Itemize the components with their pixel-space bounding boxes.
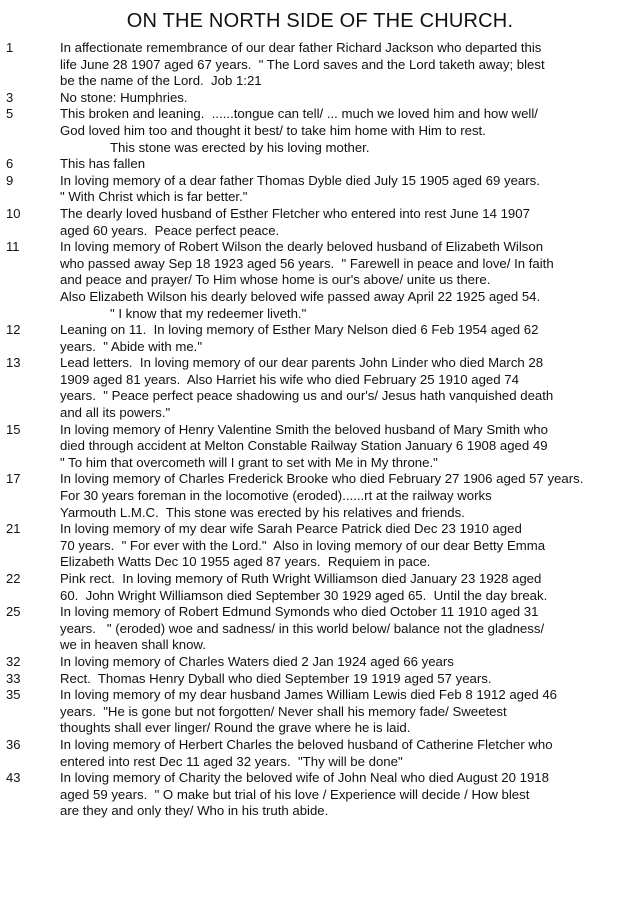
entry-line: Elizabeth Watts Dec 10 1955 aged 87 years. Requiem in pace.: [60, 554, 431, 570]
entry-number: 5: [6, 106, 14, 122]
entry-number: 10: [6, 205, 21, 221]
entry-text: [60, 654, 635, 671]
list-item: [0, 521, 640, 571]
entry-line: This broken and leaning. ......tongue can tell/ ... much we loved him and how well/: [60, 106, 538, 122]
entry-line: life June 28 1907 aged 67 years. " The Lord saves and the Lord taketh away; blest: [60, 56, 545, 72]
entry-line: Leaning on 11. In loving memory of Esther Mary Nelson died 6 Feb 1954 aged 62: [60, 322, 539, 338]
entry-number: 12: [6, 322, 21, 338]
entry-line: 60. John Wright Williamson died September 30 1929 aged 65. Until the day break.: [60, 587, 548, 603]
entry-line: " With Christ which is far better.": [60, 189, 248, 205]
entry-text: [60, 770, 635, 820]
list-item: [0, 737, 640, 770]
entry-line: be the name of the Lord. Job 1:21: [60, 73, 262, 89]
entry-line: " To him that overcometh will I grant to set with Me in My throne.": [60, 454, 438, 470]
entry-text: [60, 239, 635, 322]
entry-number: 3: [6, 89, 14, 105]
entry-line: Lead letters. In loving memory of our dear parents John Linder who died March 28: [60, 355, 544, 371]
entry-line: In loving memory of my dear husband James William Lewis died Feb 8 1912 aged 46: [60, 687, 557, 703]
entry-number: 22: [6, 571, 21, 586]
list-item: [0, 604, 640, 654]
entry-text: [60, 106, 635, 156]
entry-text: [60, 471, 635, 521]
entry-text: [60, 173, 635, 206]
entry-text: [60, 322, 635, 355]
entry-line: who passed away Sep 18 1923 aged 56 years. " Farewell in peace and love/ In faith: [60, 255, 554, 271]
entry-text: [60, 671, 635, 688]
list-item: [0, 90, 640, 107]
list-item: [0, 687, 640, 737]
entry-line: years. "He is gone but not forgotten/ Never shall his memory fade/ Sweetest: [60, 703, 507, 719]
entry-line: years. " (eroded) woe and sadness/ in this world below/ balance not the gladness/: [60, 620, 545, 636]
entry-text: [60, 156, 635, 173]
list-item: [0, 106, 640, 156]
entry-line: In affectionate remembrance of our dear father Richard Jackson who departed this: [60, 40, 542, 55]
list-item: [0, 671, 640, 688]
entry-line: " I know that my redeemer liveth.": [110, 305, 307, 321]
list-item: [0, 422, 640, 472]
entry-number: 36: [6, 736, 21, 752]
list-item: [0, 471, 640, 521]
entry-line: years. " Abide with me.": [60, 338, 203, 354]
entry-line: Pink rect. In loving memory of Ruth Wright Williamson died January 23 1928 aged: [60, 571, 542, 586]
entry-number: 11: [6, 239, 20, 255]
entry-number: 15: [6, 421, 21, 437]
entry-number: 32: [6, 653, 21, 669]
entry-line: Rect. Thomas Henry Dyball who died September 19 1919 aged 57 years.: [60, 670, 492, 686]
entry-number: 21: [6, 521, 21, 537]
entry-number: 33: [6, 670, 21, 686]
entry-text: [60, 687, 635, 737]
list-item: [0, 156, 640, 173]
list-item: [0, 770, 640, 820]
entry-number: 6: [6, 156, 14, 172]
entry-text: [60, 422, 635, 472]
list-item: [0, 206, 640, 239]
entry-line: and all its powers.": [60, 405, 171, 421]
entry-line: For 30 years foreman in the locomotive (eroded)......rt at the railway works: [60, 488, 492, 504]
entry-line: thoughts shall ever linger/ Round the grave where he is laid.: [60, 720, 411, 736]
list-item: [0, 322, 640, 355]
entry-text: [60, 206, 635, 239]
entry-line: In loving memory of Robert Wilson the dearly beloved husband of Elizabeth Wilson: [60, 239, 544, 255]
list-item: [0, 571, 640, 604]
entry-number: 9: [6, 172, 14, 188]
entry-line: 1909 aged 81 years. Also Harriet his wife who died February 25 1910 aged 74: [60, 371, 519, 387]
list-item: [0, 239, 640, 322]
entry-line: This stone was erected by his loving mother.: [110, 139, 370, 155]
list-item: [0, 355, 640, 421]
entry-line: In loving memory of Robert Edmund Symonds who died October 11 1910 aged 31: [60, 604, 539, 620]
list-item: [0, 173, 640, 206]
entry-text: [60, 737, 635, 770]
entry-list: [0, 40, 640, 820]
entry-line: The dearly loved husband of Esther Fletcher who entered into rest June 14 1907: [60, 205, 530, 221]
entry-line: In loving memory of a dear father Thomas Dyble died July 15 1905 aged 69 years.: [60, 172, 540, 188]
entry-line: are they and only they/ Who in his truth abide.: [60, 803, 329, 819]
entry-line: 70 years. " For ever with the Lord." Also in loving memory of our dear Betty Emma: [60, 537, 546, 553]
list-item: [0, 654, 640, 671]
entry-text: [60, 571, 635, 604]
entry-number: 13: [6, 355, 21, 371]
entry-line: and peace and prayer/ To Him whose home is our's above/ unite us there.: [60, 272, 491, 288]
entry-line: aged 60 years. Peace perfect peace.: [60, 222, 280, 238]
entry-line: In loving memory of Herbert Charles the beloved husband of Catherine Fletcher who: [60, 736, 553, 752]
entry-number: 25: [6, 604, 21, 620]
entry-line: Also Elizabeth Wilson his dearly beloved wife passed away April 22 1925 aged 54.: [60, 288, 541, 304]
entry-line: No stone: Humphries.: [60, 89, 188, 105]
entry-number: 17: [6, 471, 21, 487]
entry-line: In loving memory of Henry Valentine Smith the beloved husband of Mary Smith who: [60, 421, 548, 437]
entry-line: entered into rest Dec 11 aged 32 years. "Thy will be done": [60, 753, 403, 769]
page-title: ON THE NORTH SIDE OF THE CHURCH.: [126, 10, 514, 32]
entry-text: [60, 521, 635, 571]
entry-line: In loving memory of Charles Frederick Brooke who died February 27 1906 aged 57 years.: [60, 471, 584, 487]
entry-line: In loving memory of Charles Waters died 2 Jan 1924 aged 66 years: [60, 653, 454, 669]
entry-line: years. " Peace perfect peace shadowing us and our's/ Jesus hath vanquished death: [60, 388, 554, 404]
entry-line: In loving memory of my dear wife Sarah Pearce Patrick died Dec 23 1910 aged: [60, 521, 522, 537]
entry-text: [60, 90, 635, 107]
entry-number: 1: [6, 40, 14, 55]
entry-text: [60, 355, 635, 421]
entry-line: aged 59 years. " O make but trial of his love / Experience will decide / How blest: [60, 786, 530, 802]
entry-line: died through accident at Melton Constable Railway Station January 6 1908 aged 49: [60, 438, 548, 454]
entry-line: This has fallen: [60, 156, 146, 172]
list-item: [0, 40, 640, 90]
entry-number: 35: [6, 687, 21, 703]
entry-text: [60, 604, 635, 654]
entry-line: God loved him too and thought it best/ to take him home with Him to rest.: [60, 122, 486, 138]
entry-line: Yarmouth L.M.C. This stone was erected by his relatives and friends.: [60, 504, 465, 520]
entry-text: [60, 40, 635, 90]
entry-line: In loving memory of Charity the beloved wife of John Neal who died August 20 1918: [60, 770, 549, 786]
entry-number: 43: [6, 770, 21, 786]
entry-line: we in heaven shall know.: [60, 637, 206, 653]
